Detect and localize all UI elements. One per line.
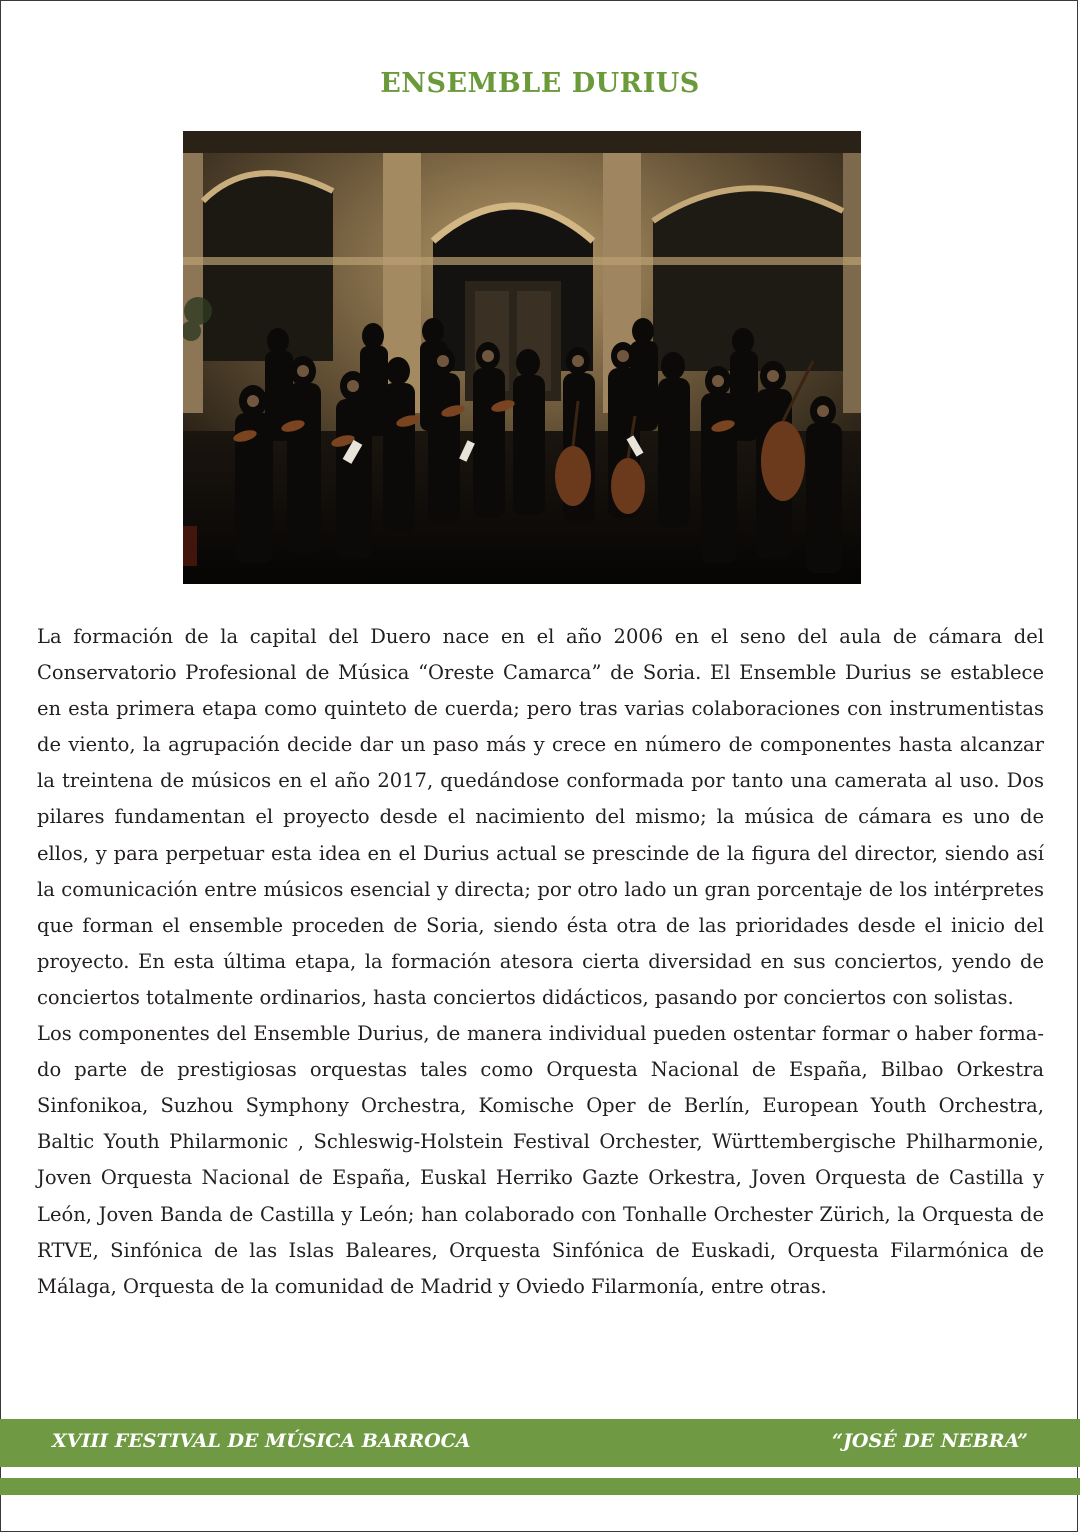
footer-stripe [0, 1478, 1080, 1495]
ensemble-photo [183, 131, 861, 584]
footer-festival-honoree: “JOSÉ DE NEBRA” [832, 1430, 1028, 1452]
paragraph-history: La formación de la capital del Duero nace en el año 2006 en el seno del aula de cámara del Conservatorio Profesional de Música “Oreste Camarca” de Soria. El Ensemble Durius se establece en esta primera etapa como quinteto de cuerda; pero tras varias colaboraciones con instrumentistas de viento, la agrupación decide dar un paso más y crece en número de componentes hasta alcanzar la treintena de músicos en el año 2017, quedándose conformada por tanto una camerata al uso. Dos pilares fundamentan el proyecto desde el nacimiento del mismo; la música de cámara es uno de ellos, y para perpetuar esta idea en el Durius actual se prescinde de la figura del director, siendo así la comunicación entre músicos esencial y directa; por otro lado un gran porcentaje de los intérpretes que forman el ensemble proceden de Soria, siendo ésta otra de las prioridades desde el inicio del proyecto. En esta última etapa, la formación atesora cierta diversidad en sus conciertos, yendo de conciertos totalmente ordinarios, hasta conciertos didácticos, pasando por conciertos con solistas. [37, 625, 1044, 1009]
page-title: ENSEMBLE DURIUS [380, 68, 700, 99]
body-text [37, 619, 1044, 1305]
footer-festival-name: XVIII FESTIVAL DE MÚSICA BARROCA [52, 1430, 471, 1452]
paragraph-members: Los componentes del Ensemble Durius, de manera individual pueden ostentar formar o haber formado parte de prestigiosas orquestas tales como Orquesta Nacional de España, Bilbao Orkestra Sinfonikoa, Suzhou Symphony Orchestra, Komische Oper de Berlín, European Youth Orchestra, Baltic Youth Philarmonic , Schleswig-Holstein Festival Orchester, Württembergische Philharmonie, Joven Orquesta Nacional de España, Euskal Herriko Gazte Orkestra, Joven Orquesta de Castilla y León, Joven Banda de Castilla y León; han colaborado con Tonhalle Orchester Zürich, la Orquesta de RTVE, Sinfónica de las Islas Baleares, Orquesta Sinfónica de Euskadi, Orquesta Filarmónica de Málaga, Orquesta de la comunidad de Madrid y Oviedo Filarmonía, entre otras. [37, 1022, 1044, 1298]
